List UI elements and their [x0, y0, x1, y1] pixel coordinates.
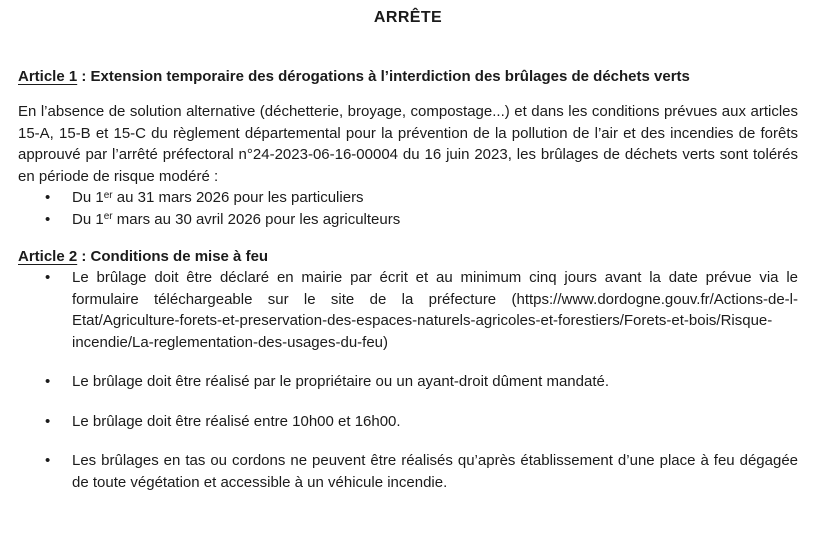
- article-2-bullet-list: [18, 267, 798, 493]
- bullet-text-post: mars au 30 avril 2026 pour les agriculteurs: [112, 210, 401, 228]
- bullet-text-post: au 31 mars 2026 pour les particuliers: [112, 189, 364, 206]
- article-1-paragraph: En l’absence de solution alternative (déchetterie, broyage, compostage...) et dans les conditions prévues aux articles 15-A, 15-B et 15-C du règlement départemental pour la prévention de la pollution de l’air et des incendies de forêts approuvé par l’arrêté préfectoral n°24-2023-06-16-00004 du 16 juin 2023, les brûlages de déchets verts sont tolérés en période de risque modéré :: [18, 103, 798, 185]
- bullet-text-pre: Du 1: [72, 189, 104, 206]
- list-item: [18, 267, 798, 353]
- article-2-separator: :: [77, 248, 91, 265]
- bullet-text-pre: Du 1: [72, 210, 104, 228]
- article-1-heading: [18, 66, 798, 87]
- list-item-text: Les brûlages en tas ou cordons ne peuvent être réalisés qu’après établissement d’une place à feu dégagée de toute végétation et accessible à un véhicule incendie.: [72, 452, 798, 491]
- list-item: [18, 411, 798, 433]
- article-1-title: Extension temporaire des dérogations à l’interdiction des brûlages de déchets verts: [90, 68, 690, 85]
- article-2-label: Article 2: [18, 248, 78, 265]
- list-item: [18, 371, 798, 393]
- article-1-separator: :: [77, 68, 91, 85]
- list-item: [18, 187, 798, 209]
- bullet-icon: •: [45, 452, 51, 469]
- article-1-label: Article 1: [18, 68, 78, 85]
- article-2-heading: [18, 246, 798, 267]
- list-item-text: Le brûlage doit être réalisé par le propriétaire ou un ayant-droit dûment mandaté.: [72, 373, 609, 390]
- article-1-bullet-list: [18, 187, 798, 230]
- list-item: [18, 450, 798, 493]
- list-item-text: [72, 189, 364, 206]
- bullet-icon: •: [45, 412, 51, 430]
- list-item-text: Le brûlage doit être réalisé entre 10h00 et 16h00.: [72, 412, 401, 430]
- bullet-icon: •: [45, 269, 51, 286]
- bullet-icon: •: [45, 210, 51, 228]
- superscript-er: er: [103, 211, 113, 222]
- bullet-icon: •: [45, 189, 51, 206]
- bullet-icon: •: [45, 373, 51, 390]
- list-item-text: Le brûlage doit être déclaré en mairie par écrit et au minimum cinq jours avant la date prévue via le formulaire téléchargeable sur le site de la préfecture (https://www.dordogne.gouv.fr/Actions-de-l-Etat/Agriculture-forets-et-preservation-des-espaces-naturels-agricoles-et-forestiers/Forets-et-bois/Risque-incendie/La-reglementation-des-usages-du-feu): [72, 269, 798, 351]
- list-item: [18, 209, 798, 231]
- superscript-er: er: [103, 189, 113, 201]
- article-2-title: Conditions de mise à feu: [90, 248, 269, 265]
- list-item-text: [72, 211, 400, 228]
- document-title: ARRÊTE: [373, 9, 443, 26]
